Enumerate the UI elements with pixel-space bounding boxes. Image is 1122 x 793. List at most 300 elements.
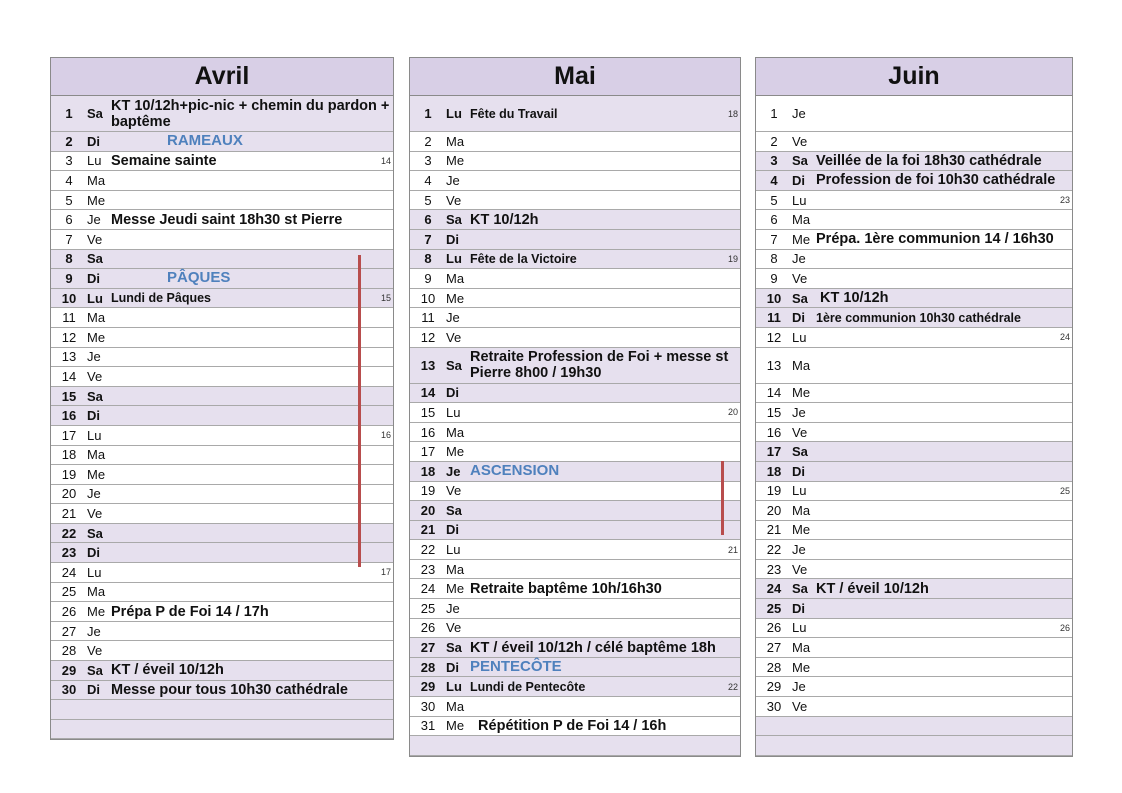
weekday: Je [792,106,806,121]
day-row[interactable] [410,482,740,502]
day-row[interactable] [756,619,1072,639]
day-number: 17 [420,444,436,460]
weekday: Lu [87,153,102,169]
day-row[interactable] [410,619,740,639]
day-row[interactable] [756,250,1072,270]
day-number: 21 [61,506,77,522]
day-number: 28 [766,659,782,675]
day-row[interactable] [756,423,1072,443]
weekday: Je [446,172,460,188]
day-row[interactable] [756,152,1072,172]
day-row[interactable] [410,348,740,384]
day-number: 10 [420,290,436,306]
weekday: Lu [792,620,807,636]
day-row[interactable] [51,230,393,250]
day-number: 9 [770,270,778,286]
day-number: 10 [61,290,77,306]
day-row[interactable] [410,736,740,756]
day-row[interactable] [756,384,1072,404]
day-row[interactable] [756,717,1072,737]
event-text: KT 10/12h [816,290,889,307]
day-row[interactable] [756,403,1072,423]
weekday: Sa [87,106,103,121]
weekday: Je [87,623,101,639]
weekday: Je [87,212,101,228]
weekday: Di [446,522,459,538]
weekday: Ve [87,368,103,384]
day-row[interactable] [51,269,393,289]
day-number: 23 [420,561,436,577]
day-number: 14 [766,385,782,401]
weekday: Me [792,385,811,401]
weekday: Di [87,408,100,424]
day-number: 13 [61,349,77,365]
weekday: Je [792,404,806,420]
day-row[interactable] [756,308,1072,328]
weekday: Sa [446,640,462,656]
day-number: 7 [65,231,73,247]
weekday: Ve [792,424,808,440]
day-row[interactable] [51,720,393,740]
day-row[interactable] [410,269,740,289]
weekday: Ma [87,310,106,326]
weekday: Ma [446,698,465,714]
day-number: 20 [420,502,436,518]
day-number: 17 [766,444,782,460]
weekday: Je [792,542,806,558]
weekday: Sa [792,581,808,597]
event-text: Messe Jeudi saint 18h30 st Pierre [111,211,343,228]
day-row[interactable] [51,289,393,309]
day-row[interactable] [756,210,1072,230]
day-row[interactable] [51,485,393,505]
day-row[interactable] [51,641,393,661]
week-number: 21 [727,544,738,555]
weekday: Lu [87,290,103,306]
day-row[interactable] [410,638,740,658]
day-number: 28 [420,659,436,675]
weekday: Ma [792,640,811,656]
event-text: Prépa P de Foi 14 / 17h [111,603,269,620]
week-number: 22 [727,681,738,692]
day-number: 3 [770,153,778,169]
day-number: 6 [424,212,432,228]
day-row[interactable] [756,697,1072,717]
day-number: 15 [61,388,77,404]
day-row[interactable] [51,328,393,348]
day-number: 18 [766,463,782,479]
day-row[interactable] [410,540,740,560]
day-row[interactable] [756,96,1072,132]
day-row[interactable] [410,717,740,737]
day-number: 27 [61,623,77,639]
day-row[interactable] [756,579,1072,599]
day-number: 29 [61,662,77,678]
day-row[interactable] [410,599,740,619]
day-row[interactable] [51,250,393,270]
day-number: 22 [766,542,782,558]
day-number: 11 [62,310,76,326]
day-number: 18 [420,463,436,479]
day-row[interactable] [51,96,393,132]
weekday: Ve [87,231,103,247]
weekday: Ve [792,698,808,714]
day-number: 6 [770,212,778,228]
day-number: 26 [61,604,77,620]
weekday: Lu [87,564,102,580]
weekday: Sa [792,444,808,460]
day-number: 9 [65,270,73,286]
event-text: Retraite Profession de Foi + messe st Pierre 8h00 / 19h30 [470,349,729,382]
event-text: KT 10/12h [470,211,539,228]
weekday: Me [446,444,465,460]
day-row[interactable] [51,563,393,583]
event-text: Répétition P de Foi 14 / 16h [470,717,667,734]
weekday: Me [792,231,811,247]
day-row[interactable] [756,599,1072,619]
day-number: 1 [770,106,778,121]
day-row[interactable] [756,328,1072,348]
weekday: Me [87,192,106,208]
day-row[interactable] [410,191,740,211]
event-text: 1ère communion 10h30 cathédrale [816,310,1021,325]
day-row[interactable] [410,423,740,443]
weekday: Ve [446,192,462,208]
day-row[interactable] [756,638,1072,658]
day-row[interactable] [756,348,1072,384]
day-number: 6 [65,212,73,228]
day-number: 1 [424,106,432,121]
event-text: Prépa. 1ère communion 14 / 16h30 [816,231,1054,248]
weekday: Di [792,600,805,616]
day-number: 26 [766,620,782,636]
day-row[interactable] [51,387,393,407]
day-number: 4 [424,172,432,188]
day-number: 3 [424,153,432,169]
week-number: 14 [380,155,391,166]
day-number: 27 [420,640,436,656]
weekday: Ma [792,357,811,373]
weekday: Sa [446,502,462,518]
day-row[interactable] [410,501,740,521]
day-row[interactable] [410,328,740,348]
day-number: 31 [420,718,436,734]
weekday: Me [446,290,465,306]
weekday: Ma [446,270,465,286]
holiday-bar [721,461,724,535]
day-row[interactable] [51,543,393,563]
weekday: Me [446,153,465,169]
day-number: 10 [766,290,782,306]
weekday: Sa [87,525,103,541]
day-row[interactable] [51,661,393,681]
day-row[interactable] [410,658,740,678]
day-row[interactable] [51,465,393,485]
weekday: Je [446,310,460,326]
day-number: 19 [766,483,782,499]
weekday: Je [446,463,461,479]
day-row[interactable] [410,521,740,541]
week-number: 16 [380,430,391,441]
day-row[interactable] [756,462,1072,482]
day-row[interactable] [756,289,1072,309]
weekday: Me [446,718,465,734]
day-number: 24 [766,581,782,597]
day-row[interactable] [410,384,740,404]
day-row[interactable] [410,96,740,132]
day-number: 12 [766,329,782,345]
weekday: Ma [446,424,465,440]
event-text: Retraite baptême 10h/16h30 [470,580,662,597]
day-row[interactable] [410,289,740,309]
day-row[interactable] [756,540,1072,560]
day-number: 16 [420,424,436,440]
day-number: 24 [420,581,436,597]
event-text: RAMEAUX [167,132,243,150]
week-number: 19 [727,253,738,264]
day-row[interactable] [756,521,1072,541]
event-text: Messe pour tous 10h30 cathédrale [111,681,348,698]
day-number: 12 [61,329,77,345]
day-number: 23 [61,545,77,561]
weekday: Sa [446,212,462,228]
event-text: Profession de foi 10h30 cathédrale [816,172,1056,189]
day-number: 27 [766,640,782,656]
day-row[interactable] [51,308,393,328]
week-number: 24 [1059,332,1070,343]
day-number: 26 [420,620,436,636]
weekday: Sa [87,662,103,678]
day-number: 13 [420,357,436,373]
day-number: 21 [766,522,782,538]
day-row[interactable] [51,152,393,172]
day-number: 5 [424,192,432,208]
event-text: PENTECÔTE [470,658,562,676]
day-number: 2 [65,133,73,149]
day-row[interactable] [756,658,1072,678]
event-text: ASCENSION [470,462,560,480]
week-number: 15 [380,293,391,304]
day-number: 17 [61,427,77,443]
month-avril [50,57,394,740]
day-row[interactable] [756,132,1072,152]
weekday: Di [87,133,100,149]
day-number: 22 [420,542,436,558]
day-row[interactable] [410,152,740,172]
event-text: KT / éveil 10/12h [816,580,929,597]
event-text: KT 10/12h+pic-nic + chemin du pardon + baptême [111,97,390,130]
weekday: Me [87,329,106,345]
event-text: KT / éveil 10/12h / célé baptême 18h [470,639,716,656]
day-row[interactable] [51,681,393,701]
day-row[interactable] [410,462,740,482]
day-number: 11 [421,310,435,326]
day-row[interactable] [51,622,393,642]
day-row[interactable] [410,250,740,270]
event-text: KT / éveil 10/12h [111,662,224,679]
weekday: Lu [87,427,102,443]
day-number: 8 [770,251,778,267]
day-row[interactable] [410,697,740,717]
weekday: Di [792,172,805,188]
week-number: 20 [727,407,738,418]
weekday: Lu [446,679,462,695]
day-number: 14 [61,368,77,384]
day-number: 24 [61,564,77,580]
weekday: Ve [792,270,808,286]
weekday: Ma [446,561,465,577]
weekday: Ma [87,172,106,188]
weekday: Ve [87,506,103,522]
day-row[interactable] [51,504,393,524]
weekday: Me [446,581,465,597]
day-row[interactable] [51,602,393,622]
day-number: 22 [61,525,77,541]
day-row[interactable] [756,560,1072,580]
day-row[interactable] [410,560,740,580]
day-row[interactable] [51,171,393,191]
day-number: 28 [61,643,77,659]
event-text: PÂQUES [167,269,231,287]
month-title: Mai [410,58,740,96]
weekday: Di [446,385,459,401]
event-text: Lundi de Pentecôte [470,679,586,694]
weekday: Lu [446,404,461,420]
month-mai [409,57,741,757]
day-number: 8 [65,251,73,267]
weekday: Di [792,310,805,326]
event-text: Lundi de Pâques [111,291,212,306]
weekday: Di [446,659,459,675]
weekday: Lu [792,483,807,499]
day-number: 18 [61,447,77,463]
week-number: 17 [380,567,391,578]
day-row[interactable] [756,269,1072,289]
day-row[interactable] [51,191,393,211]
day-number: 7 [424,231,432,247]
day-row[interactable] [410,308,740,328]
weekday: Ma [87,584,106,600]
holiday-bar [358,255,361,567]
day-number: 20 [61,486,77,502]
day-number: 3 [65,153,73,169]
day-row[interactable] [756,191,1072,211]
day-number: 1 [65,106,73,121]
weekday: Je [792,251,806,267]
weekday: Ve [446,483,462,499]
day-row[interactable] [756,736,1072,756]
weekday: Di [87,545,100,561]
day-number: 5 [770,192,778,208]
day-row[interactable] [51,348,393,368]
day-number: 23 [766,561,782,577]
day-number: 11 [767,310,781,326]
weekday: Ve [792,561,808,577]
month-juin [755,57,1073,757]
day-row[interactable] [51,583,393,603]
day-number: 2 [770,133,778,149]
weekday: Lu [446,251,462,267]
day-number: 25 [61,584,77,600]
weekday: Sa [792,153,808,169]
weekday: Ma [87,447,106,463]
day-row[interactable] [51,426,393,446]
day-row[interactable] [410,442,740,462]
day-number: 15 [420,404,436,420]
day-number: 30 [766,698,782,714]
weekday: Sa [87,251,103,267]
day-row[interactable] [51,446,393,466]
weekday: Sa [87,388,103,404]
weekday: Lu [792,192,807,208]
day-row[interactable] [756,677,1072,697]
day-row[interactable] [756,501,1072,521]
day-number: 19 [61,466,77,482]
day-row[interactable] [410,230,740,250]
day-row[interactable] [51,367,393,387]
weekday: Sa [446,357,462,373]
day-number: 16 [766,424,782,440]
day-number: 21 [420,522,436,538]
weekday: Ma [792,502,811,518]
day-row[interactable] [410,132,740,152]
day-row[interactable] [51,210,393,230]
day-row[interactable] [756,171,1072,191]
day-row[interactable] [410,210,740,230]
day-row[interactable] [51,132,393,152]
day-row[interactable] [51,406,393,426]
day-number: 2 [424,133,432,149]
week-number: 18 [727,108,738,119]
event-text: Fête du Travail [470,106,558,121]
day-number: 29 [766,679,782,695]
day-number: 19 [420,483,436,499]
weekday: Sa [792,290,808,306]
day-number: 30 [420,698,436,714]
weekday: Lu [792,329,807,345]
day-row[interactable] [51,524,393,544]
weekday: Je [792,679,806,695]
day-number: 5 [65,192,73,208]
day-number: 30 [61,682,77,698]
weekday: Ve [446,329,462,345]
day-row[interactable] [410,579,740,599]
day-row[interactable] [410,403,740,423]
day-number: 8 [424,251,432,267]
day-row[interactable] [756,230,1072,250]
day-row[interactable] [410,677,740,697]
day-number: 4 [770,172,778,188]
day-row[interactable] [756,442,1072,462]
weekday: Je [446,600,460,616]
weekday: Je [87,349,101,365]
event-text: Veillée de la foi 18h30 cathédrale [816,152,1042,169]
weekday: Lu [446,542,461,558]
day-row[interactable] [410,171,740,191]
day-number: 25 [766,600,782,616]
weekday: Di [87,682,100,698]
weekday: Me [87,604,106,620]
event-text: Semaine sainte [111,152,217,169]
day-number: 7 [770,231,778,247]
weekday: Ve [87,643,103,659]
day-number: 13 [766,357,782,373]
weekday: Je [87,486,101,502]
day-row[interactable] [756,482,1072,502]
day-number: 12 [420,329,436,345]
weekday: Di [87,270,100,286]
day-row[interactable] [51,700,393,720]
